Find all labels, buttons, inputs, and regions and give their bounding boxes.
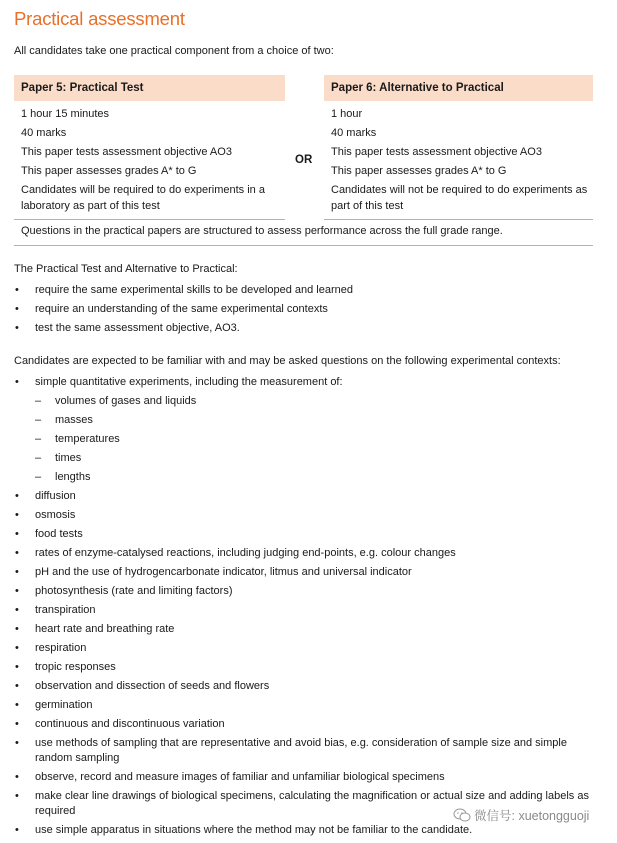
paper5-divider — [14, 219, 285, 220]
sub-list-item: – temperatures — [35, 433, 120, 445]
list-item: • use simple apparatus in situations where the method may not be familiar to the candidate. — [15, 824, 473, 836]
sub-list-item: – volumes of gases and liquids — [35, 395, 197, 407]
list-item: • pH and the use of hydrogencarbonate indicator, litmus and universal indicator — [15, 566, 412, 578]
bullet-icon: • — [15, 376, 19, 388]
list-item: • tropic responses — [15, 661, 116, 673]
bullet-icon: • — [15, 642, 19, 654]
practical-lead: The Practical Test and Alternative to Practical: — [14, 263, 238, 275]
paper6-duration: 1 hour — [331, 108, 363, 120]
paper6-grades: This paper assesses grades A* to G — [331, 165, 507, 177]
dash-icon: – — [35, 471, 42, 483]
dash-icon: – — [35, 414, 42, 426]
bullet-icon: • — [15, 661, 19, 673]
bullet-icon: • — [15, 623, 19, 635]
list-item: • heart rate and breathing rate — [15, 623, 175, 635]
bullet-icon: • — [15, 547, 19, 559]
list-item: • require an understanding of the same experimental contexts — [15, 303, 328, 315]
paper6-objective: This paper tests assessment objective AO3 — [331, 146, 542, 158]
bullet-icon: • — [15, 284, 19, 296]
bullet-icon: • — [15, 509, 19, 521]
paper6-divider — [324, 219, 593, 220]
watermark-text: 微信号: xuetongguoji — [474, 809, 590, 823]
page-title: Practical assessment — [14, 8, 185, 29]
paper5-objective: This paper tests assessment objective AO3 — [21, 146, 232, 158]
paper5-details — [21, 106, 283, 214]
paper6-marks: 40 marks — [331, 127, 377, 139]
paper5-heading: Paper 5: Practical Test — [14, 75, 285, 101]
list-item: • observe, record and measure images of familiar and unfamiliar biological specimens — [15, 771, 445, 783]
bullet-icon: • — [15, 771, 19, 783]
bullet-icon: • — [15, 490, 19, 502]
wechat-watermark — [453, 806, 589, 824]
list-item: • food tests — [15, 528, 83, 540]
bullet-icon: • — [15, 585, 19, 597]
practical-bullet-list — [14, 283, 595, 340]
bullet-icon: • — [15, 790, 19, 802]
bullet-icon: • — [15, 566, 19, 578]
bullet-icon: • — [15, 699, 19, 711]
list-item: • diffusion — [15, 490, 76, 502]
bullet-icon: • — [15, 680, 19, 692]
list-item: • respiration — [15, 642, 87, 654]
bullet-icon: • — [15, 322, 19, 334]
bullet-icon: • — [15, 824, 19, 836]
list-item: • test the same assessment objective, AO3. — [15, 322, 240, 334]
list-item: • use methods of sampling that are representative and avoid bias, e.g. consideration of sample size and simple random sampling — [15, 737, 567, 764]
paper6-details — [331, 106, 593, 214]
list-item: • observation and dissection of seeds and flowers — [15, 680, 270, 692]
list-item: • germination — [15, 699, 93, 711]
list-item: • make clear line drawings of biological specimens, calculating the magnification or actual size and adding labels as required — [15, 790, 589, 817]
sub-list-item: – lengths — [35, 471, 91, 483]
dash-icon: – — [35, 433, 42, 445]
sub-list-item: – times — [35, 452, 82, 464]
paper5-marks: 40 marks — [21, 127, 67, 139]
list-item: • osmosis — [15, 509, 76, 521]
note-divider — [14, 245, 593, 246]
dash-icon: – — [35, 452, 42, 464]
paper5-duration: 1 hour 15 minutes — [21, 108, 110, 120]
or-label: OR — [295, 154, 313, 166]
contexts-lead: Candidates are expected to be familiar with and may be asked questions on the following experimental contexts: — [14, 355, 561, 367]
list-item: • require the same experimental skills to be developed and learned — [15, 284, 353, 296]
sub-list-item: – masses — [35, 414, 93, 426]
list-item: • transpiration — [15, 604, 96, 616]
bullet-icon: • — [15, 528, 19, 540]
list-item: • rates of enzyme-catalysed reactions, including judging end-points, e.g. colour changes — [15, 547, 456, 559]
paper6-experiments: Candidates will not be required to do experiments as part of this test — [331, 184, 588, 212]
bullet-icon: • — [15, 737, 19, 749]
paper5-experiments: Candidates will be required to do experiments in a laboratory as part of this test — [21, 184, 265, 212]
list-item: • continuous and discontinuous variation — [15, 718, 225, 730]
intro-text: All candidates take one practical component from a choice of two: — [14, 45, 334, 57]
bullet-icon: • — [15, 303, 19, 315]
list-item: • photosynthesis (rate and limiting factors) — [15, 585, 233, 597]
contexts-bullet-list — [14, 375, 595, 842]
bullet-icon: • — [15, 604, 19, 616]
bullet-icon: • — [15, 718, 19, 730]
paper6-heading: Paper 6: Alternative to Practical — [324, 75, 593, 101]
dash-icon: – — [35, 395, 42, 407]
list-item: • simple quantitative experiments, including the measurement of: — [15, 376, 343, 388]
grade-range-note: Questions in the practical papers are structured to assess performance across the full grade range. — [21, 225, 503, 237]
paper5-grades: This paper assesses grades A* to G — [21, 165, 197, 177]
wechat-icon — [453, 808, 471, 822]
